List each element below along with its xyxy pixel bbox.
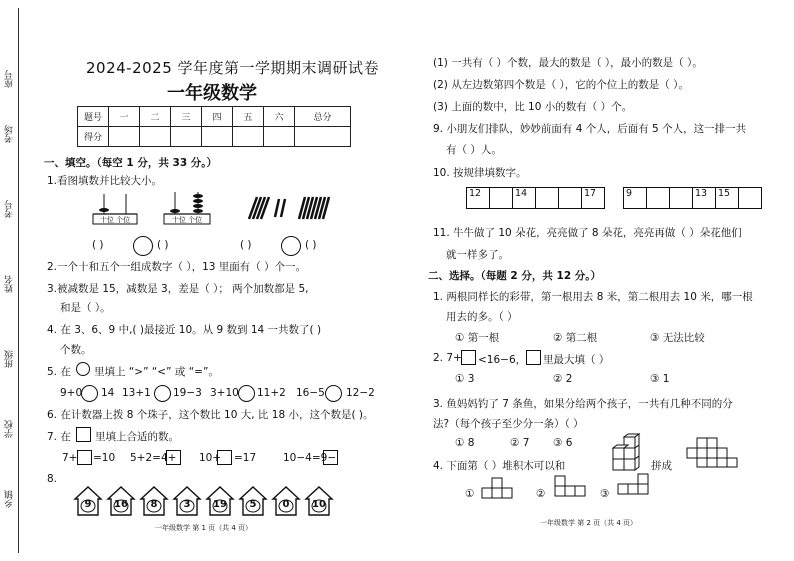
house-card (238, 485, 268, 517)
score-cell: 总分 (295, 107, 351, 127)
compare-circle (76, 362, 90, 376)
cube-stack-icon (610, 433, 650, 471)
compare-circle[interactable] (281, 236, 301, 256)
sequence-table-1 (466, 187, 605, 209)
question-2: 2.一个十和五个一组成数字（ ），13 里面有（ ）个一。 (47, 261, 307, 273)
q7-expr: 10−4=9− (283, 452, 337, 464)
house-card (139, 485, 169, 517)
question-3-line1: 3.被减数是 15，减数是 3，差是（ ）； 两个加数都是 5, (47, 283, 309, 295)
choice-2-suffix: 里最大填（ ） (543, 354, 610, 366)
binding-label-township: 乡镇 (5, 490, 15, 508)
abacus-2 (163, 190, 211, 230)
score-table (77, 106, 351, 147)
cube-stack-icon (553, 474, 589, 502)
sequence-cell[interactable] (739, 188, 762, 209)
q5-expr: 19−3 (173, 387, 202, 399)
cube-stack-icon (480, 476, 520, 502)
answer-box (76, 427, 91, 442)
house-card (73, 485, 103, 517)
choice-1-option-c[interactable]: ③ 无法比较 (650, 332, 705, 344)
house-number: 8 (150, 499, 158, 510)
binding-strip (0, 0, 36, 561)
q7-expr: 5+2=4+ (130, 452, 177, 464)
subject-title: 一年级数学 (167, 83, 257, 104)
choice-1-line2: 用去的多。（ ） (446, 311, 518, 323)
binding-line (18, 8, 19, 553)
sequence-cell[interactable] (490, 188, 513, 209)
sequence-cell[interactable] (647, 188, 670, 209)
house-number: 19 (213, 499, 227, 510)
sequence-cell[interactable] (559, 188, 582, 209)
answer-box[interactable] (166, 450, 181, 465)
score-input-cell[interactable] (140, 127, 171, 147)
score-cell: 得分 (78, 127, 109, 147)
binding-label-exam-room: 考场 (5, 125, 15, 143)
question-7-prefix: 7. 在 (47, 431, 71, 443)
question-9-line2: 有（ ）人。 (446, 144, 502, 156)
score-cell: 四 (202, 107, 233, 127)
question-10: 10. 按规律填数字。 (433, 167, 527, 179)
compare-circle[interactable] (133, 236, 153, 256)
score-cell: 题号 (78, 107, 109, 127)
sequence-cell: 12 (467, 188, 490, 209)
choice-2-option-a[interactable]: ① 3 (455, 373, 475, 385)
sequence-cell: 13 (693, 188, 716, 209)
choice-2-option-c[interactable]: ③ 1 (650, 373, 670, 385)
page-footer-right: 一年级数学 第 2 页（共 4 页） (540, 519, 638, 527)
q5-expr: 11+2 (257, 387, 286, 399)
score-cell: 五 (233, 107, 264, 127)
q5-expr: 14 (101, 387, 115, 399)
q5-expr: 16−5 (296, 387, 325, 399)
blocks-given (610, 433, 650, 475)
compare-circle[interactable] (154, 385, 171, 402)
question-5-suffix: 里填上 “>” “<” 或 “=”。 (94, 366, 219, 378)
answer-box (461, 350, 476, 365)
seq-question-2: (2) 从左边数第四个数是（ ），它的个位上的数是（ ）。 (433, 79, 689, 91)
compare-circle[interactable] (238, 385, 255, 402)
abacus-1 (92, 190, 138, 230)
choice-3-line2: 法?（每个孩子至少分一条）（ ） (433, 418, 584, 430)
binding-label-class: 班级 (5, 350, 15, 368)
choice-4-option-c[interactable]: ③ (600, 488, 610, 500)
compare-circle[interactable] (325, 385, 342, 402)
score-input-cell[interactable] (202, 127, 233, 147)
score-cell: 一 (109, 107, 140, 127)
score-cell: 二 (140, 107, 171, 127)
seq-question-3: (3) 上面的数中，比 10 小的数有（ ）个。 (433, 101, 633, 113)
choice-4-suffix: 拼成 (651, 460, 672, 472)
question-4-line2: 个数。 (60, 344, 92, 356)
sequence-cell: 9 (624, 188, 647, 209)
stick-bundles (243, 193, 338, 227)
binding-label-seat: 座号 (5, 70, 15, 88)
sequence-table-2 (623, 187, 762, 209)
sequence-cell: 15 (716, 188, 739, 209)
binding-label-exam-number: 考号 (5, 200, 15, 218)
question-4-line1: 4. 在 3、6、9 中,( )最接近 10。从 9 数到 14 一共数了( ) (47, 324, 322, 336)
house-card (304, 485, 334, 517)
q5-expr: 12−2 (346, 387, 375, 399)
question-3-line2: 和是（ ）。 (60, 302, 111, 314)
choice-3-option-a[interactable]: ① 8 (455, 437, 475, 449)
abacus-icon (92, 190, 138, 226)
house-number: 9 (84, 499, 92, 510)
question-5-prefix: 5. 在 (47, 366, 71, 378)
house-card (172, 485, 202, 517)
cube-stack-icon (616, 472, 652, 502)
house-card (106, 485, 136, 517)
choice-4-option-b[interactable]: ② (536, 488, 546, 500)
house-number: 5 (249, 499, 257, 510)
score-input-cell[interactable] (295, 127, 351, 147)
cube-stack-icon (685, 436, 747, 468)
sequence-cell: 17 (582, 188, 605, 209)
house-card (205, 485, 235, 517)
choice-1-line1: 1. 两根同样长的彩带，第一根用去 8 米，第二根用去 10 米，哪一根 (433, 291, 753, 303)
house-card (271, 485, 301, 517)
question-7-suffix: 里填上合适的数。 (95, 431, 179, 443)
exam-header: 2024-2025 学年度第一学期期末调研试卷 (86, 59, 380, 77)
question-11-line2: 就一样多了。 (446, 249, 509, 261)
choice-4-prefix: 4. 下面第（ ）堆积木可以和 (433, 460, 566, 472)
choice-3-option-c[interactable]: ③ 6 (553, 437, 573, 449)
sequence-cell[interactable] (670, 188, 693, 209)
answer-box[interactable] (217, 450, 232, 465)
question-9-line1: 9. 小朋友们排队，妙妙前面有 4 个人，后面有 5 个人，这一排一共 (433, 123, 747, 135)
binding-label-name: 姓名 (5, 275, 15, 293)
score-input-cell[interactable] (109, 127, 140, 147)
choice-3-option-b[interactable]: ② 7 (510, 437, 530, 449)
house-number: 0 (282, 499, 290, 510)
answer-box[interactable] (77, 450, 92, 465)
score-cell: 三 (171, 107, 202, 127)
q5-expr: 13+1 (122, 387, 151, 399)
q1-blank-right-2[interactable]: ( ) (305, 239, 317, 251)
question-11-line1: 11. 牛牛做了 10 朵花，亮亮做了 8 朵花，亮亮再做（ ）朵花他们 (433, 227, 742, 239)
house-number: 16 (114, 499, 128, 510)
svg-text:十位 个位: 十位 个位 (171, 216, 203, 224)
blocks-target (685, 436, 747, 472)
q7-expr: =10 (93, 452, 116, 464)
question-1: 1.看图填数并比较大小。 (47, 175, 163, 187)
q1-blank-left[interactable]: ( ) (92, 239, 104, 251)
choice-1-option-a[interactable]: ① 第一根 (455, 332, 500, 344)
svg-text:十位 个位: 十位 个位 (99, 216, 131, 224)
binding-label-school: 学校 (5, 420, 15, 438)
score-input-cell[interactable] (233, 127, 264, 147)
house-number: 10 (312, 499, 326, 510)
blocks-option-2 (553, 474, 589, 506)
q7-expr: =17 (234, 452, 257, 464)
q1-blank-right[interactable]: ( ) (157, 239, 169, 251)
choice-2-middle: <16−6， (478, 354, 527, 366)
choice-2-option-b[interactable]: ② 2 (553, 373, 573, 385)
blocks-option-1 (480, 476, 520, 506)
question-8: 8. (47, 473, 58, 485)
compare-circle[interactable] (81, 385, 98, 402)
question-6: 6. 在计数器上拨 8 个珠子，这个数比 10 大, 比 18 小，这个数是( )。 (47, 409, 374, 421)
q7-expr: 7+ (62, 452, 78, 464)
score-input-cell[interactable] (264, 127, 295, 147)
choice-3-line1: 3. 鱼妈妈钓了 7 条鱼，如果分给两个孩子，一共有几种不同的分 (433, 398, 733, 410)
score-table-row (78, 107, 351, 127)
abacus-icon (163, 190, 211, 226)
page-footer-left: 一年级数学 第 1 页（共 4 页） (155, 524, 253, 532)
house-number: 3 (183, 499, 191, 510)
q1-blank-left-2[interactable]: ( ) (240, 239, 252, 251)
section-choice: 二、选择。（每题 2 分，共 12 分。） (428, 270, 602, 282)
score-table-row (78, 127, 351, 147)
sequence-cell: 14 (513, 188, 536, 209)
answer-box[interactable] (323, 450, 338, 465)
counting-sticks-icon (243, 193, 338, 223)
seq-question-1: (1) 一共有（ ）个数，最大的数是（ ），最小的数是（ ）。 (433, 57, 703, 69)
section-fill-in: 一、填空。（每空 1 分，共 33 分。） (44, 157, 218, 169)
answer-box (526, 350, 541, 365)
q5-expr: 9+0 (60, 387, 83, 399)
choice-2-prefix: 2. 7+ (433, 352, 462, 364)
q7-expr: 10+ (199, 452, 222, 464)
blocks-option-3 (616, 472, 652, 506)
q5-expr: 3+10 (210, 387, 239, 399)
choice-1-option-b[interactable]: ② 第二根 (553, 332, 598, 344)
score-input-cell[interactable] (171, 127, 202, 147)
choice-4-option-a[interactable]: ① (465, 488, 475, 500)
score-cell: 六 (264, 107, 295, 127)
sequence-cell[interactable] (536, 188, 559, 209)
